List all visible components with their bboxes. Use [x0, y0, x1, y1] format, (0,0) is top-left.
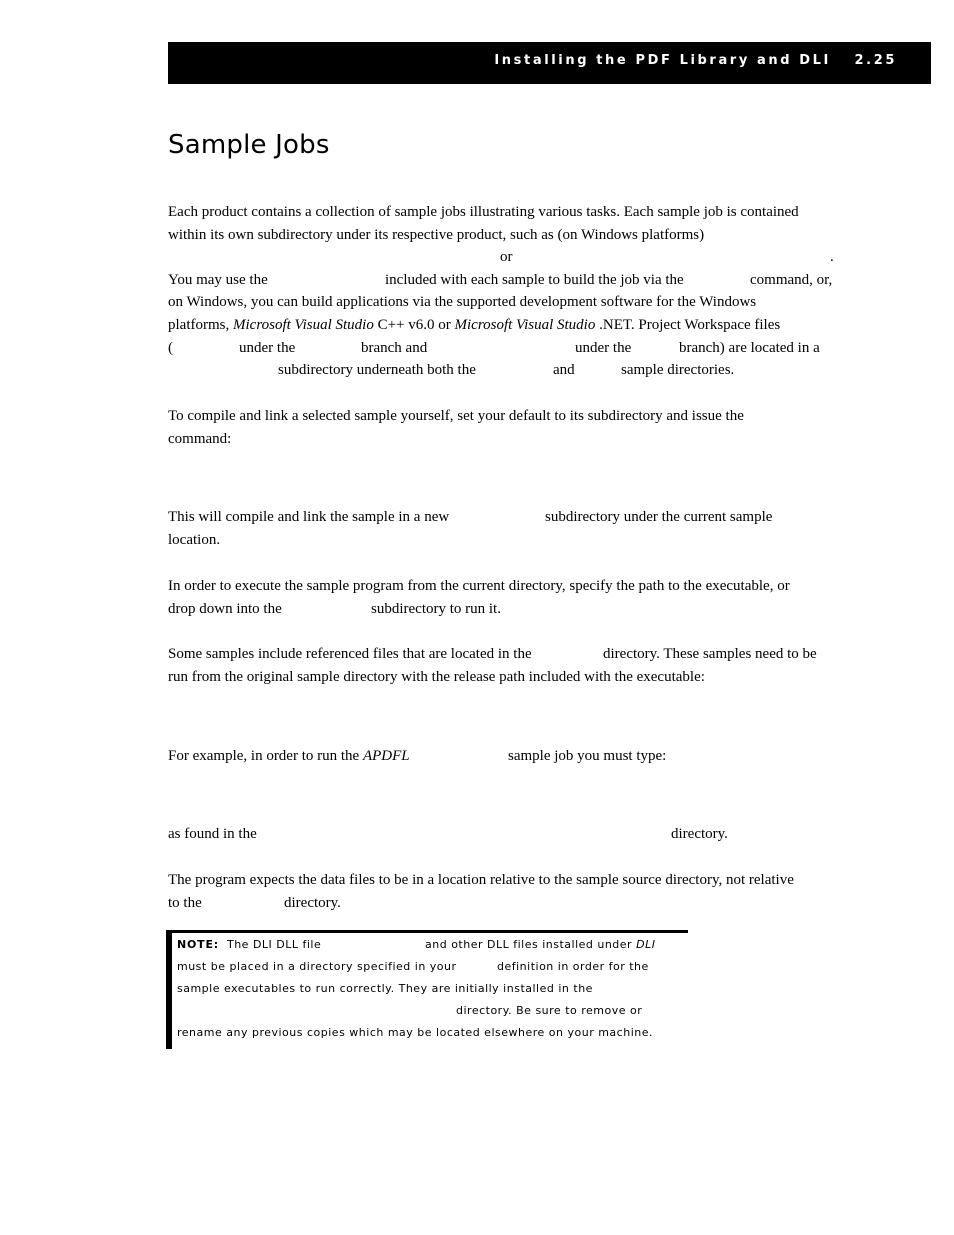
paragraph-found-in [168, 823, 844, 846]
paragraph-compile-instructions [168, 405, 844, 450]
paragraph-referenced-files [168, 643, 844, 688]
text-line: sample executables to run correctly. They are initially installed in the [177, 982, 593, 995]
text-fragment: to the [168, 894, 202, 911]
text-line: within its own subdirectory under its respective product, such as (on Windows platforms) [168, 226, 705, 243]
text-line: command: [168, 430, 232, 447]
text-line: platforms, Microsoft Visual Studio C++ v6.0 or Microsoft Visual Studio .NET. Project Workspace files [168, 316, 781, 333]
paragraph-execute-instructions [168, 575, 844, 620]
text-fragment: sample directories. [621, 362, 735, 379]
text-fragment: You may use the [168, 271, 268, 288]
product-name: APDFL [362, 748, 410, 764]
note-text [177, 934, 677, 1044]
text-fragment: . [830, 249, 834, 266]
text-line: run from the original sample directory with the release path included with the executable: [168, 668, 705, 685]
text-fragment: directory. [284, 894, 341, 911]
page-title: Sample Jobs [168, 130, 330, 160]
running-header [168, 42, 931, 84]
text-line: rename any previous copies which may be located elsewhere on your machine. [177, 1026, 653, 1039]
text-fragment: and other DLL files installed under DLI [425, 938, 656, 951]
text-fragment: branch and [361, 339, 428, 356]
paragraph-compile-result [168, 506, 844, 551]
text-fragment: subdirectory underneath both the [278, 362, 476, 379]
text-fragment: or [500, 249, 513, 266]
text-fragment: directory. Be sure to remove or [456, 1004, 643, 1017]
paragraph-example [168, 745, 844, 768]
running-header-title: Installing the PDF Library and DLI [494, 53, 831, 68]
text-fragment: definition in order for the [497, 960, 649, 973]
text-fragment: as found in the [168, 826, 257, 842]
text-fragment: drop down into the [168, 600, 282, 617]
text-fragment: command, or, [750, 271, 833, 288]
text-fragment: subdirectory under the current sample [545, 509, 773, 525]
text-fragment: directory. [671, 826, 728, 842]
product-name: Microsoft Visual Studio [454, 316, 596, 333]
text-fragment: and [553, 362, 575, 379]
note-label: NOTE: The DLI DLL file [177, 938, 322, 951]
text-fragment: directory. These samples need to be [603, 646, 817, 662]
paragraph-sample-jobs-intro [168, 201, 844, 382]
text-fragment: included with each sample to build the job via the [385, 271, 684, 288]
text-fragment: sample job you must type: [508, 748, 667, 764]
text-fragment: Some samples include referenced files that are located in the [168, 646, 532, 662]
page-number: 2.25 [854, 53, 897, 68]
text-fragment: ( [168, 339, 173, 356]
text-fragment: under the [239, 339, 296, 356]
text-fragment: For example, in order to run the APDFL [168, 748, 410, 764]
text-line: In order to execute the sample program from the current directory, specify the path to the executable, or [168, 578, 790, 594]
text-line: The program expects the data files to be in a location relative to the sample source directory, not relative [168, 872, 794, 888]
text-line: Each product contains a collection of sample jobs illustrating various tasks. Each sample job is contained [168, 204, 799, 220]
product-name: Microsoft Visual Studio [233, 316, 374, 333]
text-fragment: branch) are located in a [679, 339, 820, 356]
text-fragment: This will compile and link the sample in a new [168, 509, 450, 525]
text-line: location. [168, 531, 221, 548]
paragraph-data-files [168, 869, 844, 914]
text-line: To compile and link a selected sample yourself, set your default to its subdirectory and issue the [168, 408, 744, 424]
text-fragment: under the [575, 339, 632, 356]
text-fragment: must be placed in a directory specified in your [177, 960, 457, 973]
text-fragment: subdirectory to run it. [371, 600, 501, 617]
text-line: on Windows, you can build applications via the supported development software for the Windows [168, 294, 757, 311]
